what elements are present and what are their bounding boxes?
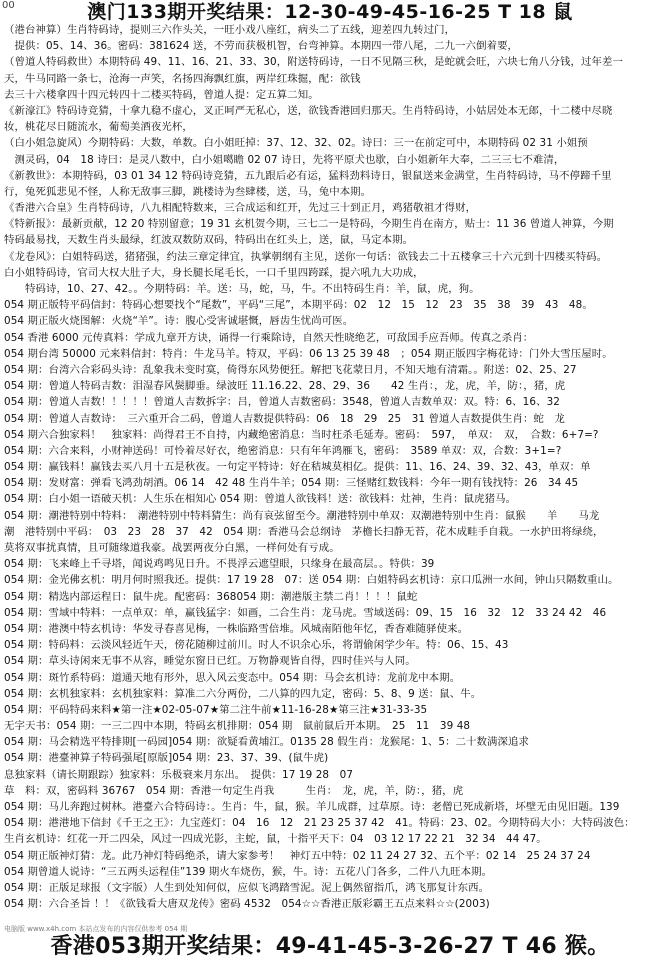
- text-line: 054 期：台湾六合彩码头诗：乱象我未变时寞，倚得东风势便狂。解把飞花蒙日月，不知天地有清霜。。附送：02、25、27: [4, 363, 577, 376]
- text-line: 054 期：玄机独家料：玄机独家料：算准二六分两份，二八算的四九定，密码：5、8、9 送：鼠、牛。: [4, 687, 482, 700]
- text-line: 妆，桃花尽日随流水，葡萄美酒夜光杯，: [4, 121, 193, 134]
- text-line: （曾道人特码救世）本期特码 49、11、16、21、33、30，附送特码诗，一日不见隔三秋，是蛇就会旺，六块七角八分钱，过年差一: [4, 56, 623, 69]
- text-line: 054 期：飞来峰上千寻塔，闻说鸡鸣见日升。不畏浮云遮望眼，只缘身在最高层。。特供：39: [4, 558, 435, 571]
- text-line: 草 料：双，密码料 36767 054 期：香港一句定生肖我 生肖： 龙，虎，羊，防：，猪，虎: [4, 784, 464, 797]
- text-line: 054 期：草头诗闲来无事不从容，睡觉东窗日已红。万物静观皆自得，四时佳兴与人同。: [4, 655, 416, 668]
- text-line: （白小姐急旋风）今期特码：大数，单数。白小姐旺掉：37、12、32、02。诗曰：三一在前定可中，本期特码 02 31 小姐预: [4, 137, 588, 150]
- text-line: 生肖玄机诗：红花一开二四朵，风过一四成光影，主蛇，鼠，十指平天下：04 03 12 17 22 21 32 34 44 47。: [4, 833, 547, 846]
- text-line: 054 香港 6000 元传真料：学成九章开方诀，诵得一行乘除诗，自然天性晓绝艺，可敌国手应吾师。传真之杀肖：: [4, 331, 534, 344]
- text-line: 《新教世》：本期特码，03 01 34 12 特码诗竞猜，五九跟后必有运，猛料劲料诗日，银鼠送来金满堂，生肖特码诗，马不停蹄千里: [4, 169, 612, 182]
- footer-note: 电脑版 www.x4h.com 本站点发布的内容仅供参考 054 期: [4, 925, 188, 933]
- text-line: 054 期曾道人说诗：“三五两头运程佳”139 期火车烧伤，猴，牛。诗：五花八门各多，二件八九旺本期。: [4, 865, 493, 878]
- text-line: 提供：05、14、36。密码：381624 送，不劳而获极机智，台弯神算。本期四一带八尾，二九一六倒着要，: [4, 40, 519, 53]
- text-line: 《香港六合皇》生肖特码诗，八九相配特数来，三合成运和红开，先过三十到正月，鸡猪敬祖才得财，: [4, 202, 477, 215]
- text-line: 《龙卷风》：白姐特码送，猪猪强，约法三章定律宜，执掌朝纲有主见，送你一句话：欲钱去二十五楼拿三十六元到十四楼买特码。: [4, 250, 608, 263]
- text-line: 054 期：正版足球报（文字版）人生到处知何似，应似飞鸿踏雪泥。泥上偶然留指爪，鸿飞那复计东西。: [4, 881, 490, 894]
- corner-mark: 00: [2, 0, 15, 11]
- text-line: 054 期：发财富：弹看飞鸿劲胡酒。06 14 42 48 生肖牛羊；054 期：三怪赌红数钱料：今年一期有钱找特：26 34 45: [4, 477, 579, 490]
- text-line: 白小姐特码诗，官司大权大肚子大，身长腿长尾毛长，一口千里四跨踩，提六吼九大功成，: [4, 266, 424, 279]
- text-line: 054 期：港臺神算子特码强尾[原版]054 期：23、37、39、(鼠牛虎): [4, 752, 329, 765]
- text-line: 054 期：赢钱料！赢钱去买八月十五是秋夜。一句定平特诗：好在秸城莫相亿。提供：11、16、24、39、32、43，单双：单: [4, 461, 591, 474]
- text-line: 054 期：精选内部运程日：鼠牛虎。配密码：368054 期：潮港版主禁二肖！！！！鼠蛇: [4, 590, 418, 603]
- text-line: 054 期正版神灯猜：龙。此乃神灯特码绝杀，请大家参考！ 神灯五中特：02 11 24 27 32、五个平：02 14 25 24 37 24: [4, 849, 591, 862]
- text-line: 无字天书：054 期：一三二四中本期，特码玄机排期：054 期 鼠前鼠后开本期。 25 11 39 48: [4, 720, 471, 733]
- text-line: 054 期：白小姐一语破天机：人生乐在相知心 054 期：曾道人欲钱料！送：欲钱料：灶神，生肖：鼠虎猪马。: [4, 493, 517, 506]
- text-line: 054 期：马会精选平特排期[一码园]054 期：欲疑看黄埔江。0135 28 假生肖：龙猴尾：1、5：二十数满深追求: [4, 736, 530, 749]
- text-line: 054 期：港澳中特玄机诗：华发寻春喜见梅，一株临路雪倍堆。风城南陌他年忆，香杳难随驿使来。: [4, 622, 469, 635]
- macau-result-title: 澳门133期开奖结果：12-30-49-45-16-25 T 18 鼠: [87, 1, 573, 23]
- text-line: 潮 港特别中平码： 03 23 28 37 42 054 期：香港马会总纲诗 茅檐长扫静无苔，花木成畦手自栽。一水护田将绿绕，: [4, 525, 604, 538]
- text-line: （港台神算）生肖特码诗，提则三六作头关，一旺小戏八座红，病头二了五线，迎差四九转过门，: [4, 24, 456, 36]
- text-line: 莫将双事扰真情，且可随缘道我豪。战罢两夜分白黑，一样何处有亏成。: [4, 542, 340, 554]
- text-line: 054 期：曾道人特码吉数：泪湿春风鬓脚垂。绿波旺 11.16.22、28、29、36 42 生肖：，龙，虎，羊，防：，猪，虎: [4, 380, 566, 393]
- text-line: 特码最易找，天数生肖头最绿，红波双数防双码，特码出在红头上，送，鼠，马定本期。: [4, 234, 414, 247]
- text-line: 054 期：六合来料，小财神送码！可怜着尽好衣，绝密消息：只有年年鸿雁飞，密码： 3589 单双：双，合数：3+1=?: [4, 444, 562, 457]
- hongkong-result-title: 香港053期开奖结果：49-41-45-3-26-27 T 46 猴。: [50, 934, 610, 959]
- text-line: 《特新报》：最新贡献，12 20 特别留意；19 31 玄机贺今期，三七二一是特码，今期生肖在南方，贴士：11 36 曾道人神算，今期: [4, 218, 614, 231]
- text-line: 054 期：平码特码来料★第一注★02-05-07★第二注牛前★11-16-28★第三注★31-33-35: [4, 703, 428, 716]
- text-line: 054 期：雪域中特料：一点单双：单，赢钱猛字：如画，二合生肖：龙马虎。雪域送码：09、15 16 32 12 33 24 42 46: [4, 606, 607, 619]
- text-line: 054 期六合独家料！ 独家料：尚得君王不自持，内藏绝密消息：当时枉杀毛延寿。密码： 597， 单双： 双， 合数：6+7=?: [4, 428, 599, 441]
- text-line: 054 期：曾道人吉数诗： 三六重开合二码，曾道人吉数提供特码：06 18 29 25 31 曾道人吉数提供生肖：蛇 龙: [4, 412, 565, 425]
- text-line: 054 期：曾道人吉数！！！！！曾道人吉数拆字：吕，曾道人吉数密码：3548，曾道人吉数单双：双。特：6、16、32: [4, 396, 561, 409]
- text-line: 《新濠江》特码诗竞猜，十拿九稳不虚心，叉正呵严无私心，送，欲钱香港回归那天。生肖特码诗，小姑居处本无郎，十二楼中尽晓: [4, 104, 613, 117]
- text-line: 行，兔死狐悲见不怪，人称无敌事三脚，跳楼诗为叁肆楼，送，马，兔中本期。: [4, 185, 372, 198]
- text-line: 054 期台湾 50000 元来料信封：特肖：牛龙马羊。特双，平码：06 13 25 39 48 ；054 期正版四字梅花诗：门外大雪压屋时。: [4, 347, 613, 360]
- text-line: 054 期正版特平码信封：特码心想要找个“尾数”，平码“三尾”，本期平码：02 12 15 12 23 35 38 39 43 48。: [4, 299, 593, 312]
- text-line: 054 期：六合圣旨 ！！《欲钱看大唐双龙传》密码 4532 054☆☆香港正版彩霸王五点来料☆☆(2003): [4, 898, 490, 911]
- tips-text-block: [4, 22, 656, 932]
- text-line: 054 期正版火烧图解：火烧“羊”。诗：腹心受害诚堪慨，唇齿生忧尚可医。: [4, 315, 354, 328]
- text-line: 054 期：金光佛玄机：明月何时照我还。提供：17 19 28 07：送 054 期：白姐特码玄机诗：京口瓜洲一水间，钟山只隔数重山。: [4, 574, 619, 587]
- text-line: 去三十六楼拿四十四元转四十二楼买特码，曾道人提：定五算二知。: [4, 88, 319, 101]
- text-line: 054 期：港港地下信封《千王之王》：九宝莲灯：04 16 12 21 23 25 37 42 41。特码：23、02。今期特码大小：大特码波色：: [4, 817, 635, 830]
- text-line: 测灵码，04 18 诗曰：是灵八数中，白小姐噶瞻 02 07 诗日，先将平原犬也歇，白小姐新年大奉，二三三七不难清，: [4, 153, 565, 166]
- text-line: 054 期：特码料：云淡风轻近午天，傍花随柳过前川。时人不识余心乐，将谓偷闲学少年。特：06、15、43: [4, 639, 509, 652]
- text-line: 054 期：潮港特别中特料： 潮港特别中特料猜生：尚有哀弦留至今。潮港特别中单双：双潮港特别中生肖：鼠猴 羊 马龙: [4, 509, 600, 522]
- text-line: 特码诗，10、27、42。。今期特码：羊。送：马，蛇，马，牛。不出特码生肖：羊，鼠，虎，狗。: [4, 283, 480, 295]
- text-line: 息独家料（请长期跟踪）独家料：乐极衰来月东出。 提供：17 19 28 07: [4, 768, 354, 781]
- text-line: 054 期：马儿奔跑过树林。港臺六合特码诗：。生肖：牛，鼠，猴。羊儿成群，过草原。诗：老僧已死成新塔，坏壁无由见旧题。139: [4, 801, 620, 813]
- text-line: 天，牛马同路一条七，沧海一声笑，名扬四海飘红旗，两岸红珠掘，配：欲钱: [4, 72, 361, 85]
- text-line: 054 期：斑竹系特码：道通天地有形外，思入风云变态中。054 期：马会玄机诗：龙前龙中本期。: [4, 671, 461, 684]
